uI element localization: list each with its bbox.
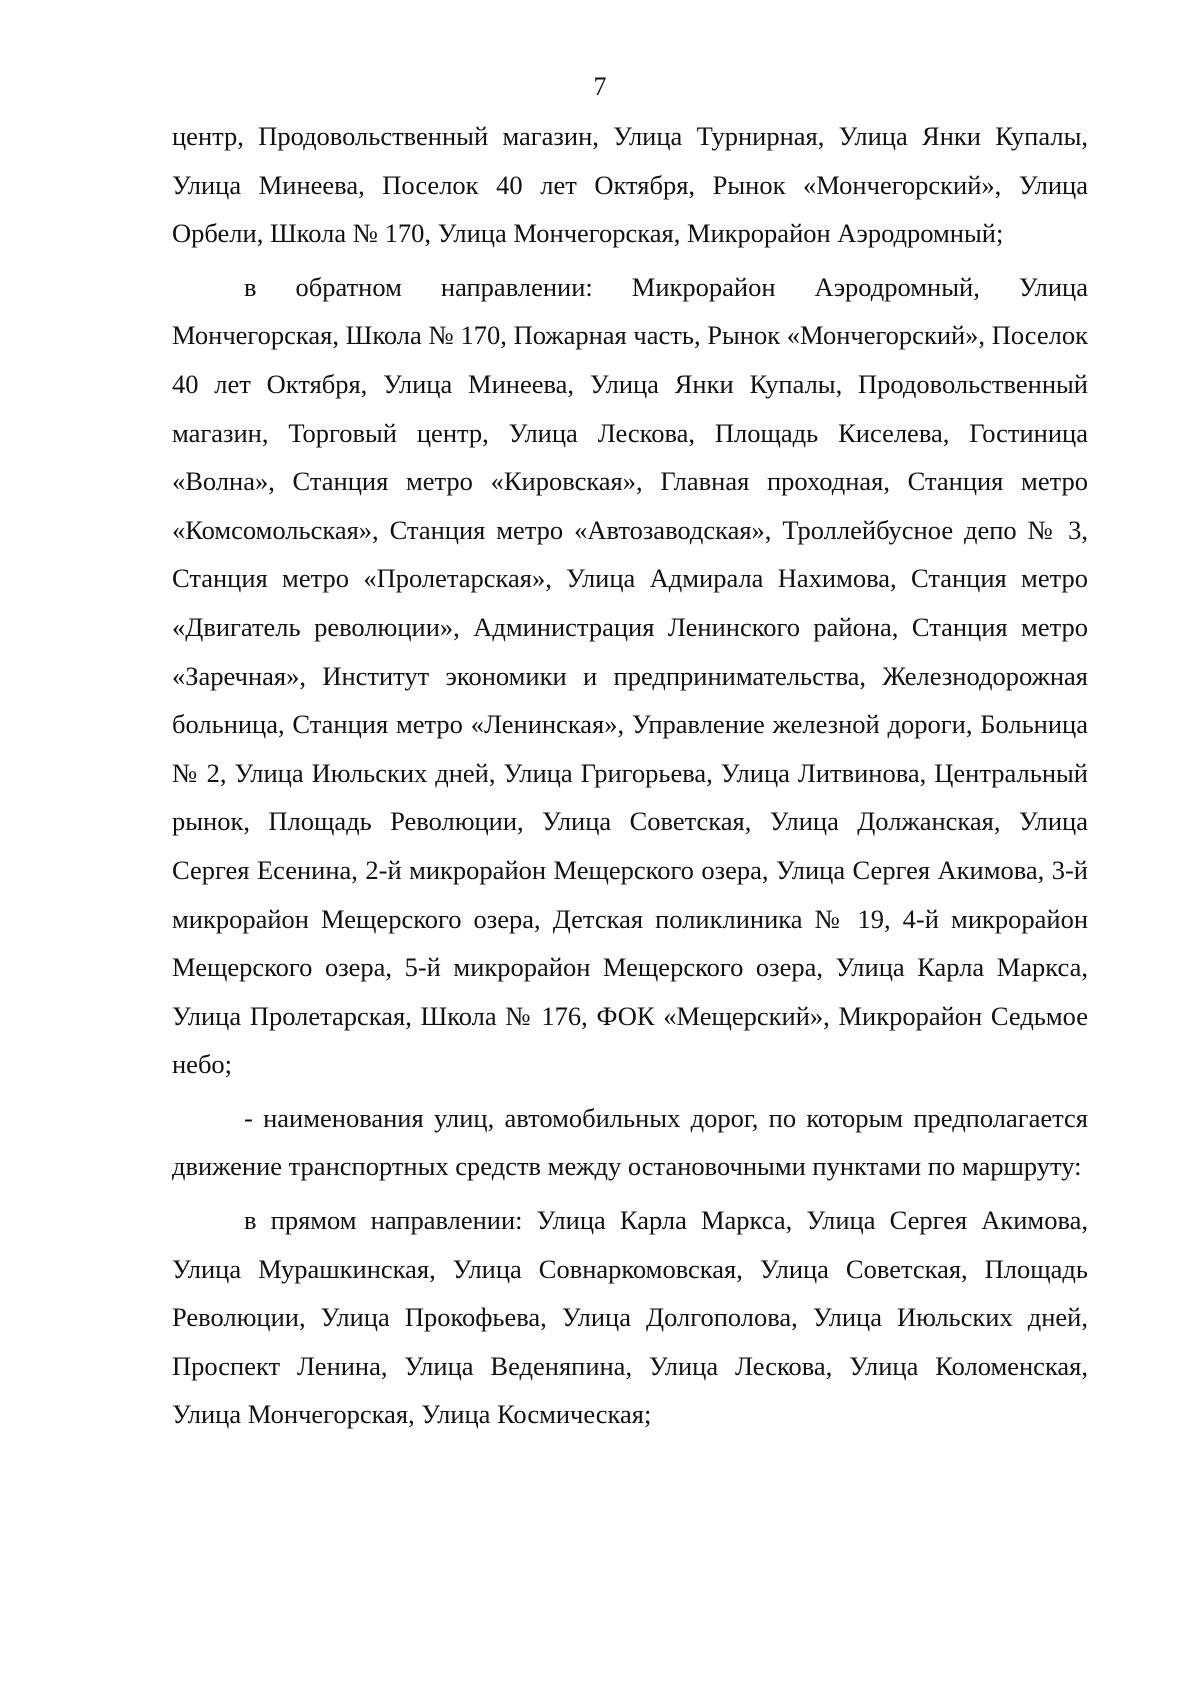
document-body [172,112,1088,1439]
paragraph-forward-streets: в прямом направлении: Улица Карла Маркса, Улица Сергея Акимова, Улица Мурашкинская, Улица Совнаркомовская, Улица Советская, Площадь Революции, Улица Прокофьева, Улица Долгополова, Улица Июльских дней, Проспект Ленина, Улица Веденяпина, Улица Лескова, Улица Коломенская, Улица Мончегорская, Улица Космическая; [172,1205,1088,1430]
paragraph-forward-route-continued: центр, Продовольственный магазин, Улица Турнирная, Улица Янки Купалы, Улица Минеева, Поселок 40 лет Октября, Рынок «Мончегорский», Улица Орбели, Школа № 170, Улица Мончегорская, Микрорайон Аэродромный; [172,121,1088,249]
page-number: 7 [593,72,607,101]
paragraph-streets-heading: - наименования улиц, автомобильных дорог, по которым предполагается движение транспортных средств между остановочными пунктами по маршруту: [172,1102,1088,1182]
paragraph-reverse-route: в обратном направлении: Микрорайон Аэродромный, Улица Мончегорская, Школа № 170, Пожарная часть, Рынок «Мончегорский», Поселок 40 лет Октября, Улица Минеева, Улица Янки Купалы, Продовольственный магазин, Торговый центр, Улица Лескова, Площадь Киселева, Гостиница «Волна», Станция метро «Кировская», Главная проходная, Станция метро «Комсомольская», Станция метро «Автозаводская», Троллейбусное депо № 3, Станция метро «Пролетарская», Улица Адмирала Нахимова, Станция метро «Двигатель революции», Администрация Ленинского района, Станция метро «Заречная», Институт экономики и предпринимательства, Железнодорожная больница, Станция метро «Ленинская», Управление железной дороги, Больница № 2, Улица Июльских дней, Улица Григорьева, Улица Литвинова, Центральный рынок, Площадь Революции, Улица Советская, Улица Должанская, Улица Сергея Есенина, 2-й микрорайон Мещерского озера, Улица Сергея Акимова, 3-й микрорайон Мещерского озера, Детская поликлиника № 19, 4-й микрорайон Мещерского озера, 5-й микрорайон Мещерского озера, Улица Карла Маркса, Улица Пролетарская, Школа № 176, ФОК «Мещерский», Микрорайон Седьмое небо; [172,271,1088,1080]
